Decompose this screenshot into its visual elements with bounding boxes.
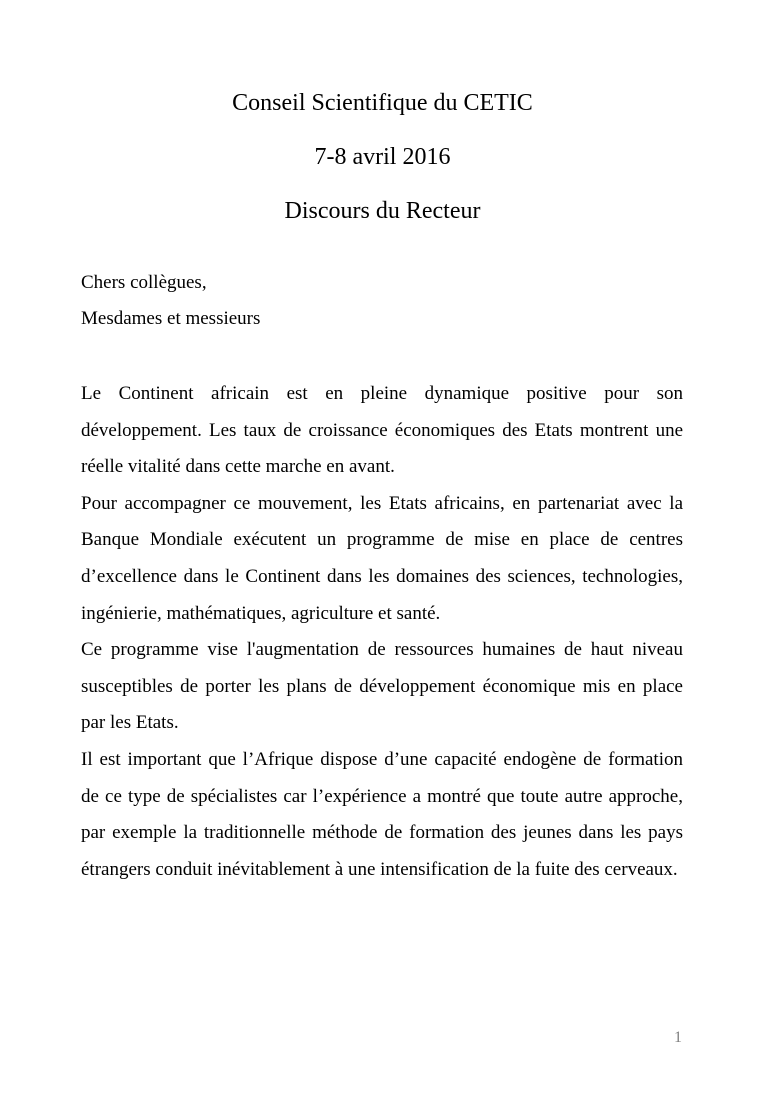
paragraph-2: Pour accompagner ce mouvement, les Etats africains, en partenariat avec la Banque Mondiale exécutent un programme de mise en place de centres d’excellence dans le Continent dans les domaines des sciences, technologies, ingénierie, mathématiques, agriculture et santé. — [81, 492, 683, 624]
paragraph-1: Le Continent africain est en pleine dynamique positive pour son développement. Les taux de croissance économiques des Etats montrent une réelle vitalité dans cette marche en avant. — [81, 383, 683, 478]
document-date: 7-8 avril 2016 — [314, 144, 451, 170]
body-text — [81, 376, 683, 888]
salutation-line-2: Mesdames et messieurs — [81, 308, 261, 329]
document-title: Conseil Scientifique du CETIC — [232, 90, 533, 116]
paragraph-4: Il est important que l’Afrique dispose d’une capacité endogène de formation de ce type de spécialistes car l’expérience a montré que toute autre approche, par exemple la traditionnelle méthode de formation des jeunes dans les pays étrangers conduit inévitablement à une intensification de la fuite des cerveaux. — [81, 748, 683, 880]
document-subtitle: Discours du Recteur — [284, 198, 481, 224]
paragraph-3: Ce programme vise l'augmentation de ressources humaines de haut niveau susceptibles de porter les plans de développement économique mis en place par les Etats. — [81, 639, 683, 734]
page-number: 1 — [674, 1029, 682, 1046]
salutation-line-1: Chers collègues, — [81, 272, 207, 293]
